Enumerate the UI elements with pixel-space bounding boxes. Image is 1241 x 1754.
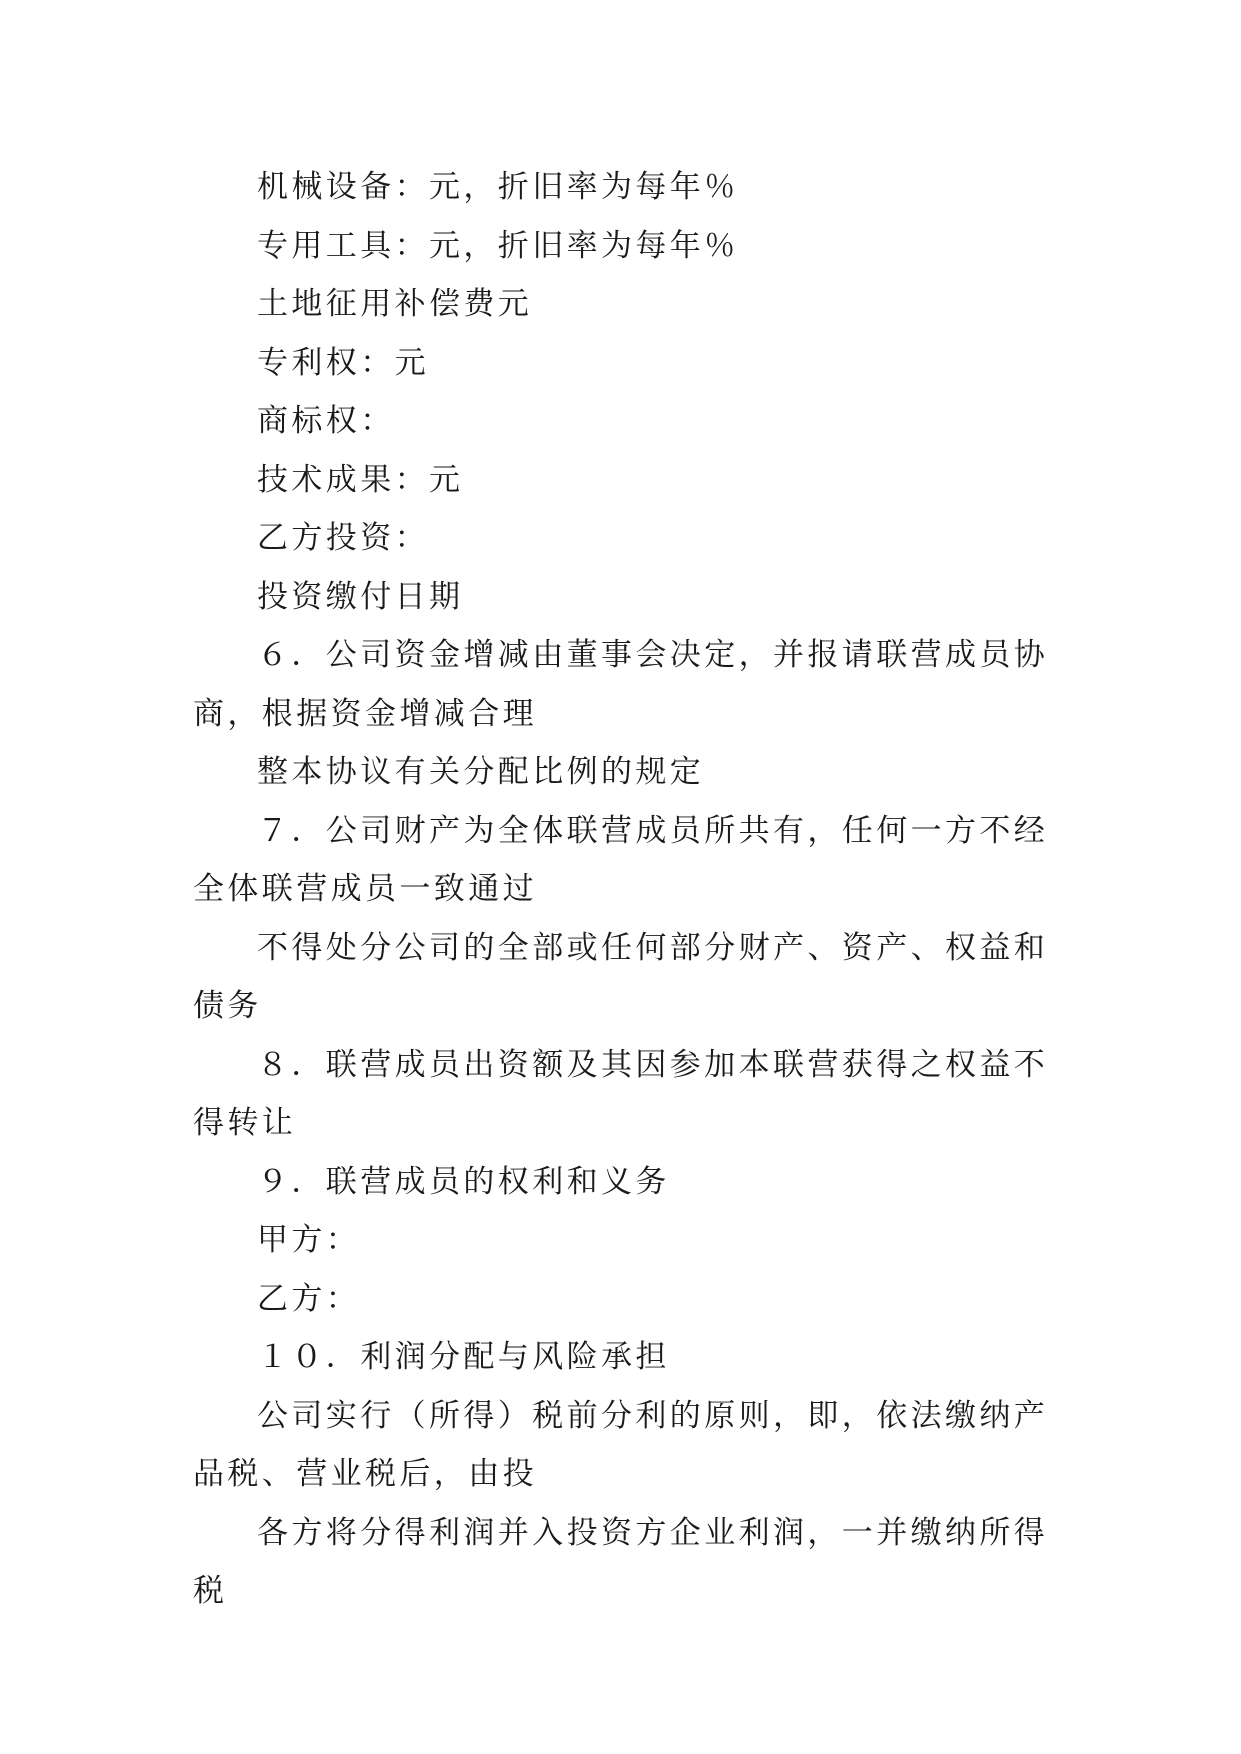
paragraph-clause-9: ９．联营成员的权利和义务: [257, 1163, 670, 1200]
paragraph-party-b-investment: 乙方投资：: [257, 520, 429, 556]
document-body: [193, 158, 1053, 1621]
paragraph-special-tools: 专用工具：元，折旧率为每年％: [257, 227, 739, 264]
paragraph-patent: 专利权：元: [257, 344, 429, 381]
paragraph-clause-7: ７．公司财产为全体联营成员所共有，任何一方不经全体联营成员一致通过: [193, 812, 1049, 907]
paragraph-clause-6: ６．公司资金增减由董事会决定，并报请联营成员协商，根据资金增减合理: [193, 637, 1049, 732]
paragraph-profit-tax: 各方将分得利润并入投资方企业利润，一并缴纳所得税: [193, 1514, 1049, 1609]
paragraph-tax-principle: 公司实行（所得）税前分利的原则，即，依法缴纳产品税、营业税后，由投: [193, 1397, 1049, 1492]
paragraph-machinery: 机械设备：元，折旧率为每年％: [257, 169, 739, 205]
paragraph-trademark: 商标权：: [257, 403, 395, 439]
paragraph-technology: 技术成果：元: [257, 461, 464, 498]
paragraph-party-b: 乙方：: [257, 1280, 361, 1317]
paragraph-clause-8: ８．联营成员出资额及其因参加本联营获得之权益不得转让: [193, 1046, 1049, 1141]
paragraph-party-a: 甲方：: [257, 1222, 361, 1258]
paragraph-payment-date: 投资缴付日期: [257, 578, 464, 615]
paragraph-clause-7-cont: 不得处分公司的全部或任何部分财产、资产、权益和债务: [193, 929, 1049, 1024]
paragraph-clause-6-cont: 整本协议有关分配比例的规定: [257, 754, 705, 790]
paragraph-clause-10: １０．利润分配与风险承担: [257, 1339, 670, 1375]
paragraph-land-compensation: 土地征用补偿费元: [257, 286, 533, 322]
